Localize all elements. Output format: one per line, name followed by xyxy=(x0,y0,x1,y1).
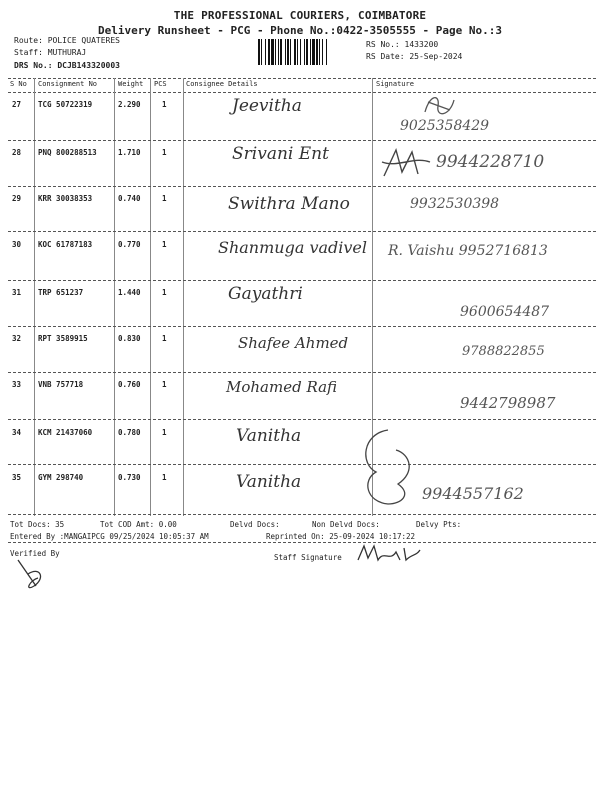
route-label: Route: POLICE QUATERES xyxy=(14,36,120,45)
row-consignment: KRR 30038353 xyxy=(38,194,93,203)
total-docs: Tot Docs: 35 xyxy=(10,520,65,529)
col-signature-header: Signature xyxy=(376,80,414,88)
col-sno-header: S No xyxy=(10,80,27,88)
row-sno: 32 xyxy=(12,334,22,343)
signature-handwriting: 9442798987 xyxy=(460,394,556,412)
row-pcs: 1 xyxy=(162,148,167,157)
row-sno: 30 xyxy=(12,240,22,249)
entered-by: Entered By :MANGAIPCG 09/25/2024 10:05:37 AM xyxy=(10,532,209,541)
row-consignment: KOC 61787183 xyxy=(38,240,93,249)
consignee-handwriting: Shanmuga vadivel xyxy=(218,238,368,257)
signature-handwriting: 9944228710 xyxy=(436,152,545,172)
runsheet-subtitle: Delivery Runsheet - PCG - Phone No.:0422-3505555 - Page No.:3 xyxy=(98,24,502,37)
row-consignment: PNQ 800288513 xyxy=(38,148,97,157)
consignee-handwriting: Gayathri xyxy=(228,284,303,304)
row-consignment: TRP 651237 xyxy=(38,288,84,297)
row-sno: 34 xyxy=(12,428,22,437)
verified-by: Verified By xyxy=(10,549,60,558)
row-weight: 0.830 xyxy=(118,334,141,343)
staff-signature xyxy=(354,540,424,566)
row-rule xyxy=(8,419,596,420)
signature-handwriting: 9932530398 xyxy=(410,196,500,212)
consignee-handwriting: Srivani Ent xyxy=(232,144,329,164)
consignee-handwriting: Vanitha xyxy=(236,472,302,492)
row-sno: 35 xyxy=(12,473,22,482)
row-weight: 0.740 xyxy=(118,194,141,203)
table-header-rule xyxy=(8,92,596,93)
row-pcs: 1 xyxy=(162,100,167,109)
consignee-handwriting: Jeevitha xyxy=(232,96,302,116)
col-divider xyxy=(114,78,115,516)
table-bottom-rule xyxy=(8,514,596,515)
row-consignment: VNB 757718 xyxy=(38,380,84,389)
row-rule xyxy=(8,231,596,232)
row-pcs: 1 xyxy=(162,380,167,389)
col-pcs-header: PCS xyxy=(154,80,167,88)
col-consignee-header: Consignee Details xyxy=(186,80,258,88)
row-weight: 0.770 xyxy=(118,240,141,249)
row-pcs: 1 xyxy=(162,428,167,437)
row-weight: 0.780 xyxy=(118,428,141,437)
row-consignment: TCG 50722319 xyxy=(38,100,93,109)
non-delivered-docs: Non Delvd Docs: xyxy=(312,520,380,529)
row-weight: 0.760 xyxy=(118,380,141,389)
row-consignment: GYM 298740 xyxy=(38,473,84,482)
row-rule xyxy=(8,186,596,187)
barcode xyxy=(258,39,358,65)
row-sno: 28 xyxy=(12,148,22,157)
row-pcs: 1 xyxy=(162,240,167,249)
row-weight: 1.710 xyxy=(118,148,141,157)
consignee-handwriting: Vanitha xyxy=(236,426,302,446)
rs-date: RS Date: 25-Sep-2024 xyxy=(366,52,463,61)
staff-label: Staff: MUTHURAJ xyxy=(14,48,87,57)
row-rule xyxy=(8,280,596,281)
verifier-signature xyxy=(14,556,54,596)
col-divider xyxy=(34,78,35,516)
row-sno: 27 xyxy=(12,100,22,109)
signature-scribble xyxy=(358,424,422,508)
drs-number: DRS No.: DCJB143320003 xyxy=(14,61,120,70)
footer-rule xyxy=(8,542,596,543)
row-sno: 33 xyxy=(12,380,22,389)
row-weight: 1.440 xyxy=(118,288,141,297)
row-sno: 29 xyxy=(12,194,22,203)
signature-handwriting: 9944557162 xyxy=(422,484,524,503)
consignee-handwriting: Mohamed Rafi xyxy=(226,378,338,396)
rs-number: RS No.: 1433200 xyxy=(366,40,439,49)
consignee-handwriting: Swithra Mano xyxy=(228,194,350,214)
row-rule xyxy=(8,372,596,373)
row-rule xyxy=(8,140,596,141)
signature-handwriting: 9025358429 xyxy=(400,118,490,134)
signature-scribble xyxy=(420,92,460,120)
signature-scribble xyxy=(378,144,434,184)
row-consignment: KCM 21437060 xyxy=(38,428,93,437)
signature-handwriting: 9600654487 xyxy=(460,304,550,320)
row-pcs: 1 xyxy=(162,334,167,343)
row-pcs: 1 xyxy=(162,194,167,203)
row-rule xyxy=(8,464,596,465)
total-cod-amount: Tot COD Amt: 0.00 xyxy=(100,520,177,529)
row-pcs: 1 xyxy=(162,473,167,482)
row-weight: 0.730 xyxy=(118,473,141,482)
signature-handwriting: 9788822855 xyxy=(462,344,545,359)
row-sno: 31 xyxy=(12,288,22,297)
col-divider xyxy=(150,78,151,516)
col-divider xyxy=(183,78,184,516)
row-pcs: 1 xyxy=(162,288,167,297)
staff-signature-label: Staff Signature xyxy=(274,553,342,562)
reprinted-on: Reprinted On: 25-09-2024 10:17:22 xyxy=(266,532,416,541)
row-rule xyxy=(8,326,596,327)
row-consignment: RPT 3589915 xyxy=(38,334,88,343)
company-title: THE PROFESSIONAL COURIERS, COIMBATORE xyxy=(173,9,427,22)
col-consignment-header: Consignment No xyxy=(38,80,98,88)
col-weight-header: Weight xyxy=(118,80,144,88)
delivery-points: Delvy Pts: xyxy=(416,520,462,529)
table-top-rule xyxy=(8,78,596,79)
consignee-handwriting: Shafee Ahmed xyxy=(238,334,349,352)
delivered-docs: Delvd Docs: xyxy=(230,520,280,529)
row-weight: 2.290 xyxy=(118,100,141,109)
signature-handwriting: R. Vaishu 9952716813 xyxy=(388,243,548,259)
